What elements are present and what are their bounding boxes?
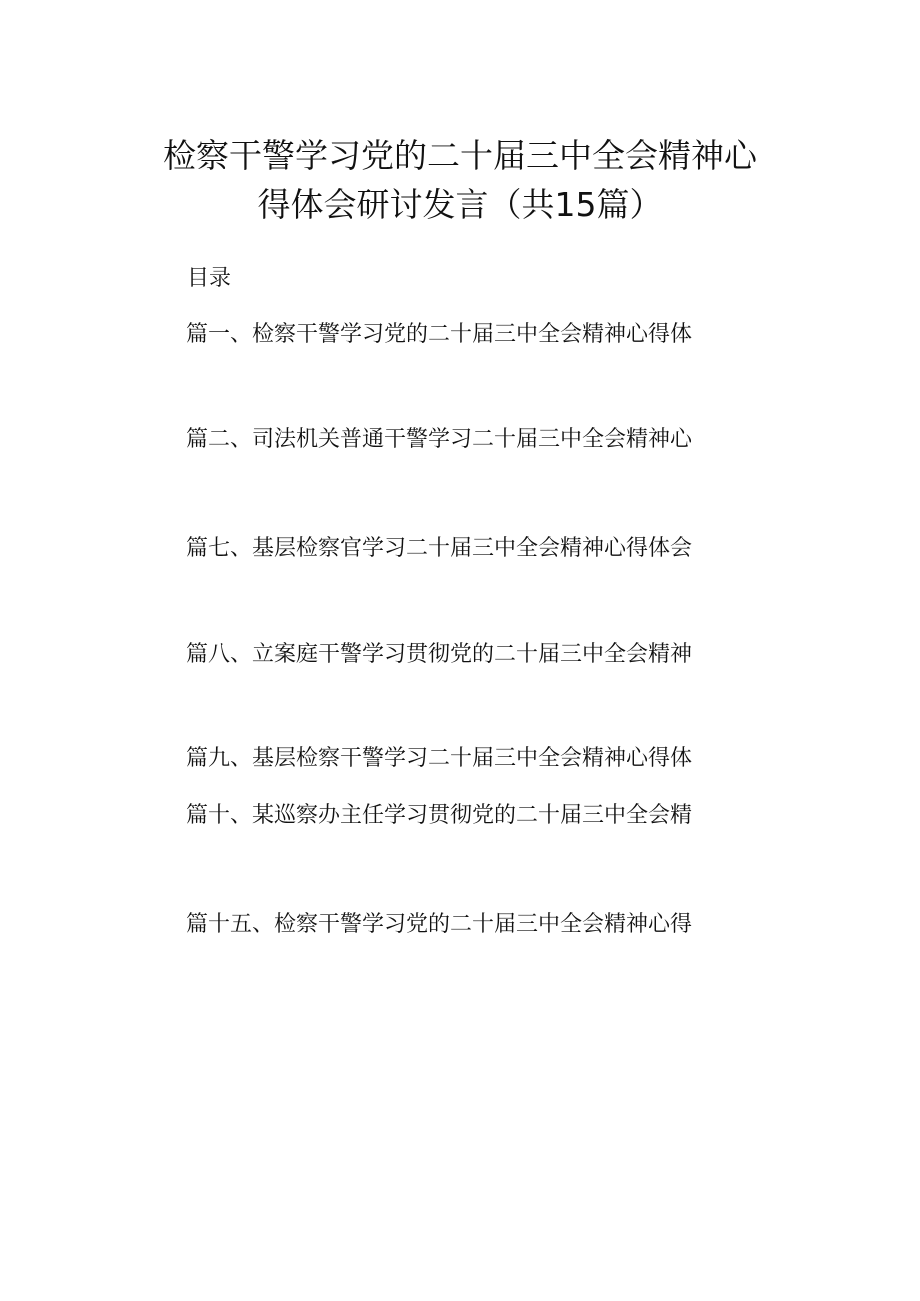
toc-item-10[interactable]: 篇十、某巡察办主任学习贯彻党的二十届三中全会精 (186, 803, 693, 828)
toc-item-8[interactable]: 篇八、立案庭干警学习贯彻党的二十届三中全会精神 (186, 642, 693, 667)
document-title-line-1: 检察干警学习党的二十届三中全会精神心 (163, 136, 757, 175)
toc-item-1[interactable]: 篇一、检察干警学习党的二十届三中全会精神心得体 (186, 322, 693, 347)
document-title-line-2: 得体会研讨发言（共15篇） (257, 185, 663, 224)
toc-item-15[interactable]: 篇十五、检察干警学习党的二十届三中全会精神心得 (186, 912, 693, 937)
toc-item-7[interactable]: 篇七、基层检察官学习二十届三中全会精神心得体会 (186, 536, 693, 561)
toc-item-2[interactable]: 篇二、司法机关普通干警学习二十届三中全会精神心 (186, 427, 693, 452)
toc-heading: 目录 (187, 266, 232, 291)
toc-item-9[interactable]: 篇九、基层检察干警学习二十届三中全会精神心得体 (186, 746, 693, 771)
